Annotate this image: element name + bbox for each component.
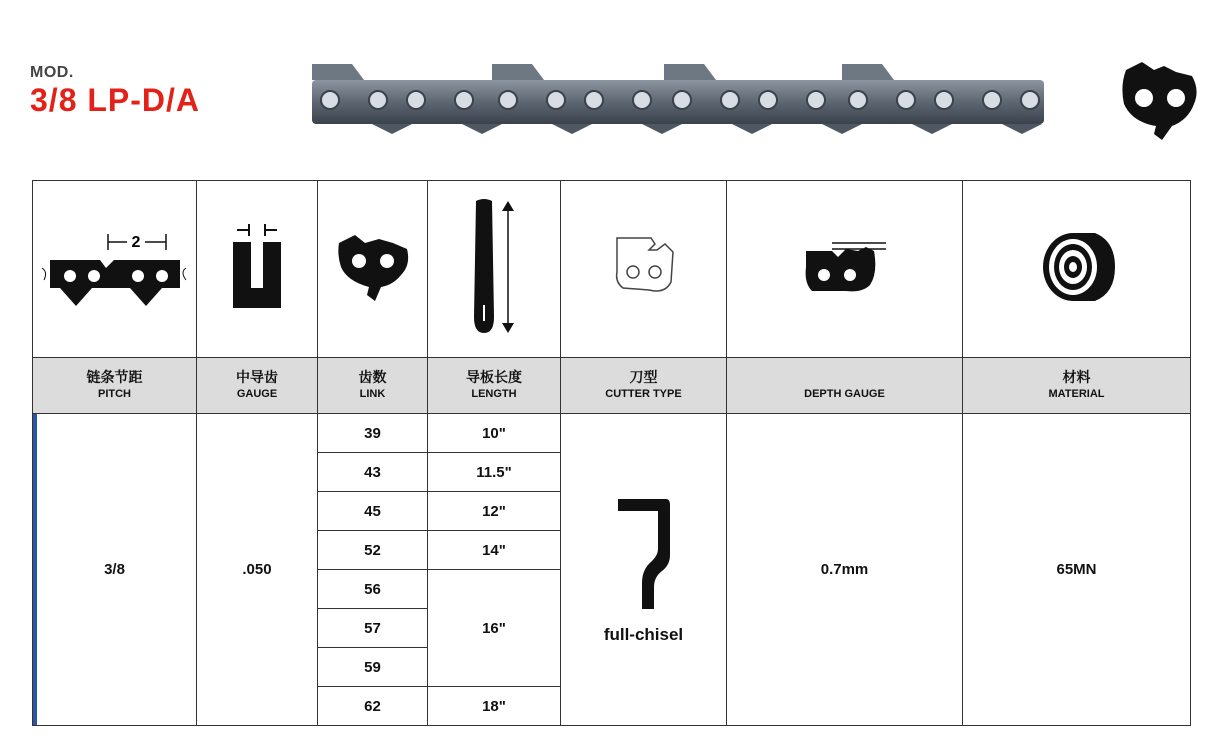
gauge-icon-cell (197, 181, 318, 358)
spec-table (32, 180, 1190, 726)
length-value: 18" (428, 687, 561, 726)
length-value: 11.5" (428, 453, 561, 492)
header-cutter-type: 刀型 CUTTER TYPE (561, 358, 727, 414)
link-value: 52 (318, 531, 428, 570)
link-value: 57 (318, 609, 428, 648)
link-value: 45 (318, 492, 428, 531)
header-link: 齿数 LINK (318, 358, 428, 414)
depth-gauge-icon (802, 237, 888, 297)
full-chisel-icon (614, 495, 674, 613)
guide-bar-icon (464, 197, 524, 337)
drive-link-logo-icon (1118, 60, 1200, 144)
cutter-type-cell (561, 414, 727, 726)
drive-link-icon (335, 231, 411, 303)
length-value: 16" (428, 570, 561, 687)
chain-banner-image (312, 58, 1044, 136)
length-value: 14" (428, 531, 561, 570)
pitch-diagram-icon (40, 212, 190, 322)
pitch-dimension-label: 2 (131, 233, 140, 251)
header-pitch: 链条节距 PITCH (33, 358, 197, 414)
link-value: 59 (318, 648, 428, 687)
length-icon-cell (428, 181, 561, 358)
gauge-diagram-icon (227, 222, 287, 312)
header-gauge: 中导齿 GAUGE (197, 358, 318, 414)
length-value: 10" (428, 414, 561, 453)
link-value: 62 (318, 687, 428, 726)
pitch-value: 3/8 (33, 414, 197, 726)
link-value: 56 (318, 570, 428, 609)
link-value: 43 (318, 453, 428, 492)
mod-label: MOD. (30, 64, 74, 81)
gauge-value: .050 (197, 414, 318, 726)
material-value: 65MN (963, 414, 1191, 726)
cutter-outline-icon (609, 232, 679, 302)
pitch-icon-cell (33, 181, 197, 358)
link-value: 39 (318, 414, 428, 453)
depth-icon-cell (727, 181, 963, 358)
cutter-icon-cell (561, 181, 727, 358)
header-length: 导板长度 LENGTH (428, 358, 561, 414)
length-value: 12" (428, 492, 561, 531)
cutter-type-value: full-chisel (603, 624, 684, 644)
steel-coil-icon (1037, 229, 1117, 305)
header-material: 材料 MATERIAL (963, 358, 1191, 414)
header-depth-gauge: DEPTH GAUGE (727, 358, 963, 414)
depth-gauge-value: 0.7mm (727, 414, 963, 726)
link-icon-cell (318, 181, 428, 358)
model-title: 3/8 LP-D/A (30, 82, 201, 118)
material-icon-cell (963, 181, 1191, 358)
